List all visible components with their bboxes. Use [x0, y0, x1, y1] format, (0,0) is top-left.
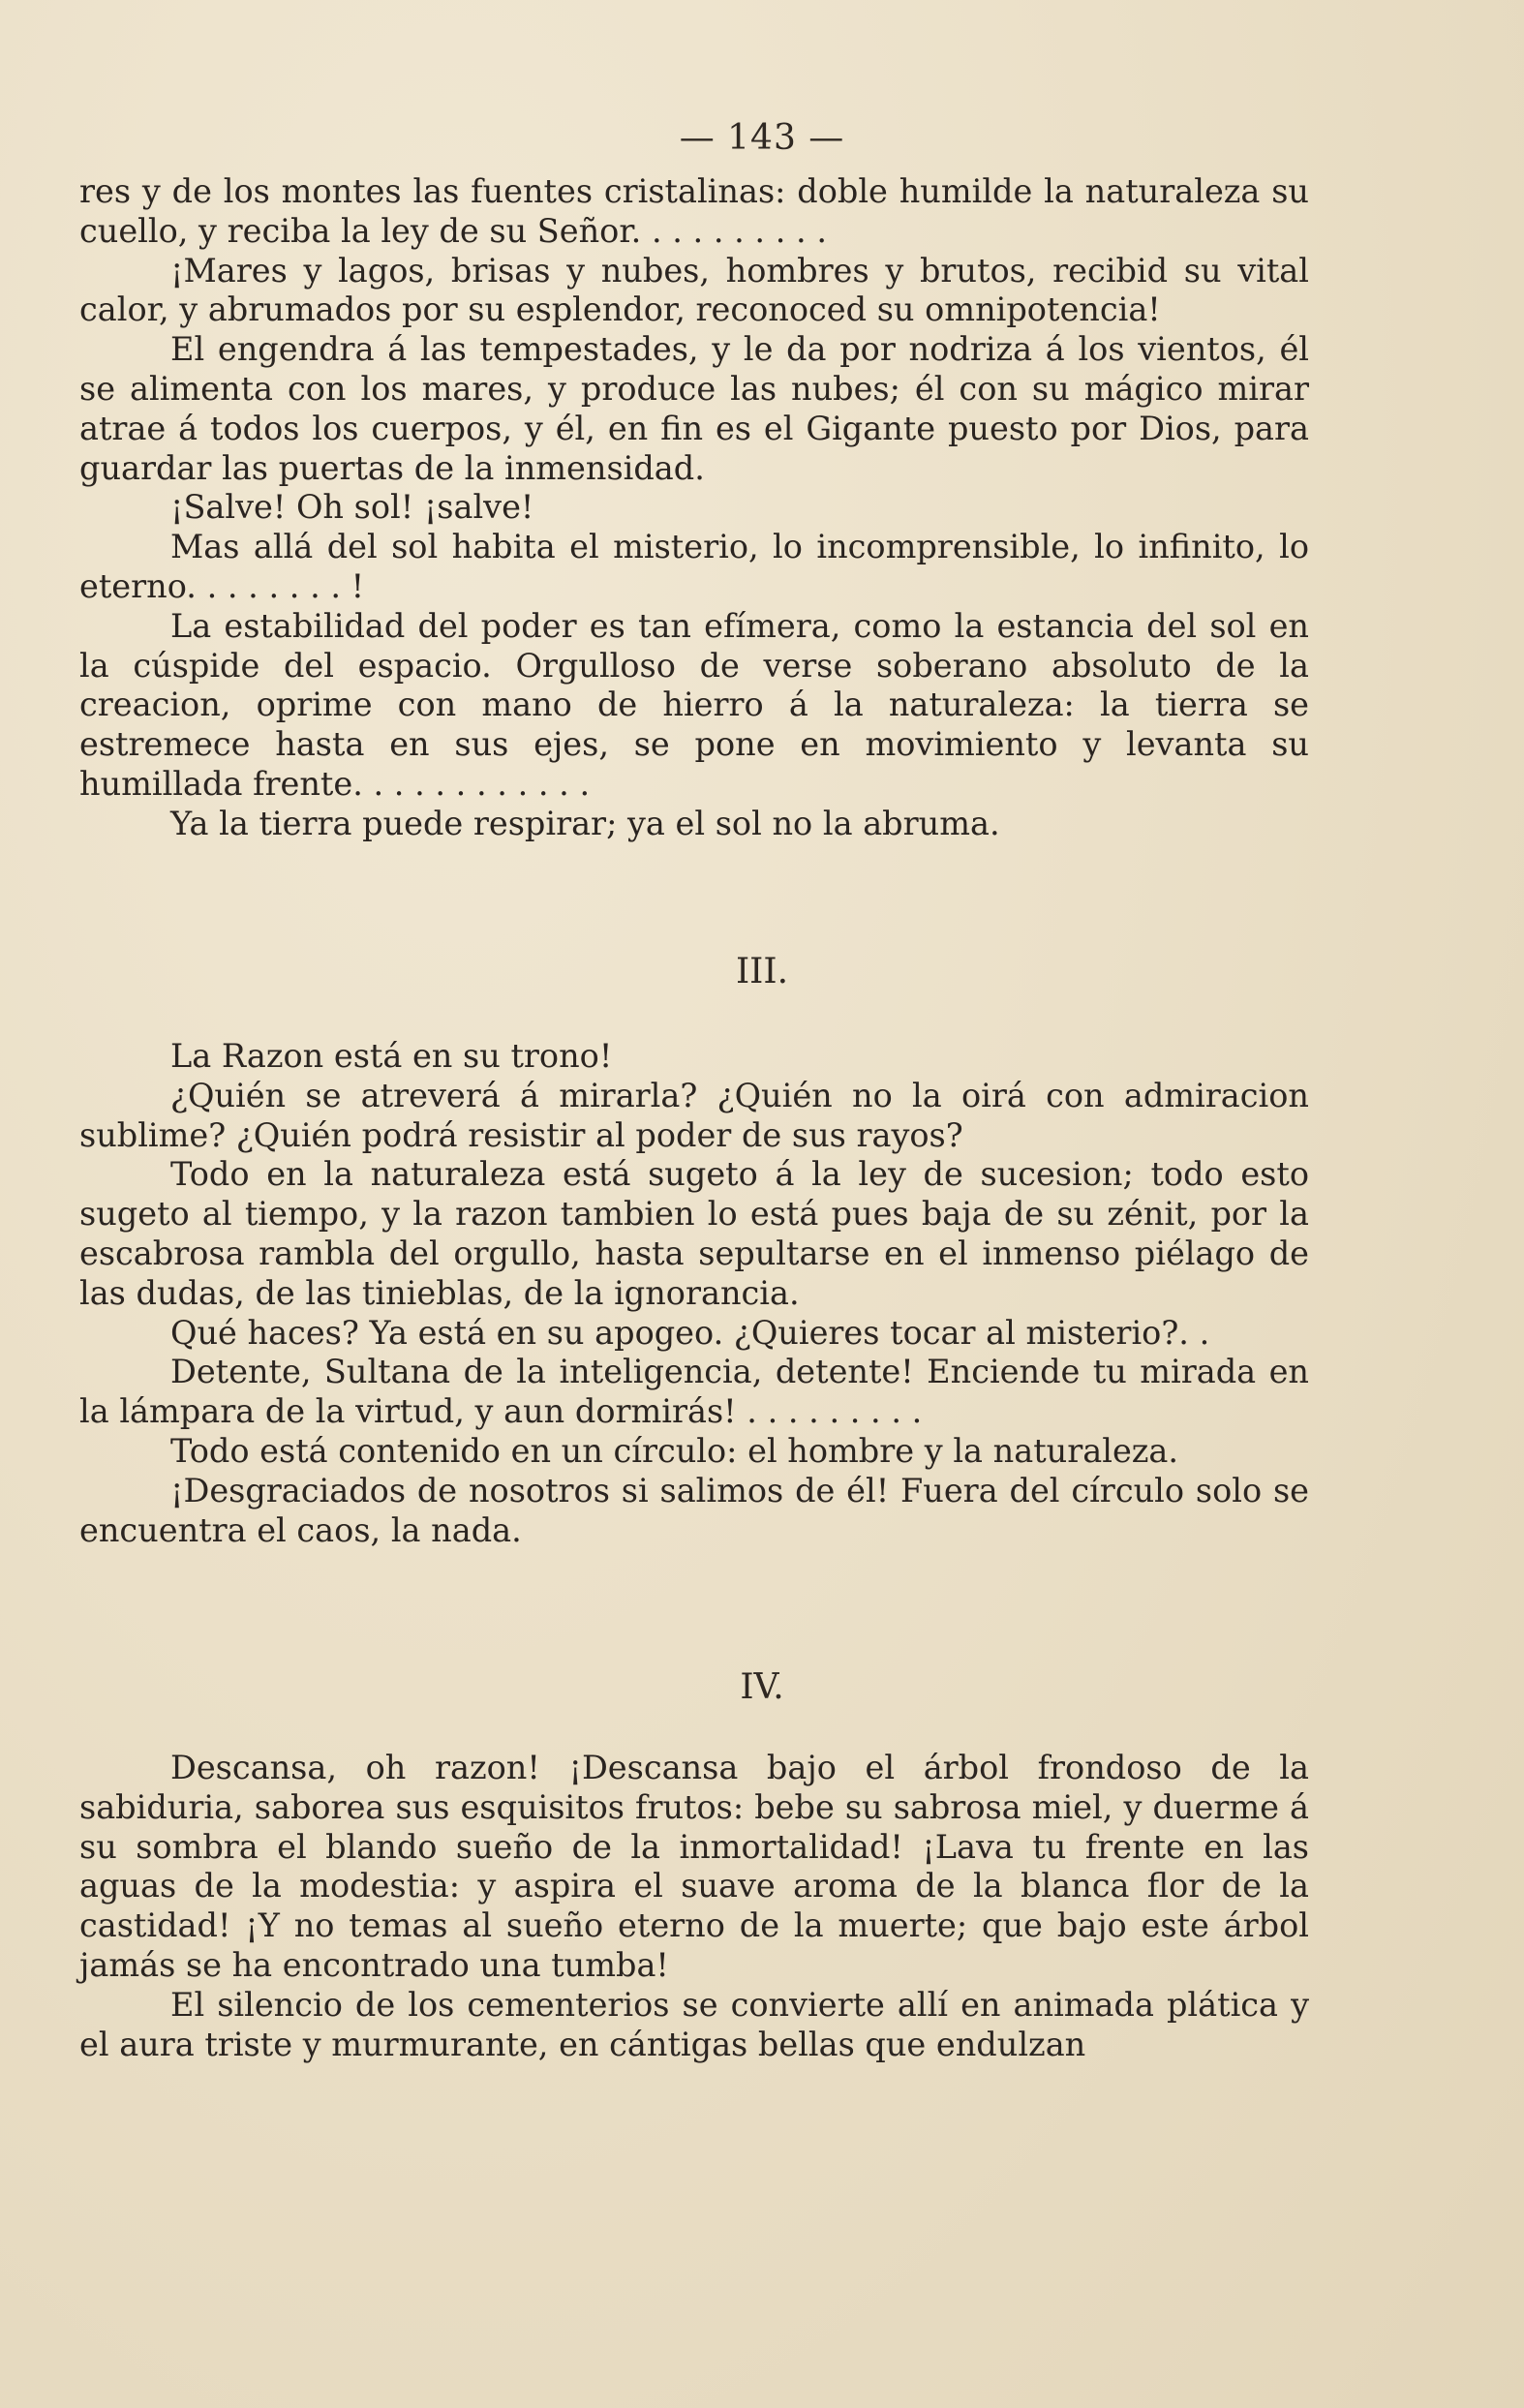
- paragraph: Ya la tierra puede respirar; ya el sol no la abruma.: [170, 804, 1000, 842]
- page-number: — 143 —: [679, 118, 845, 158]
- section-heading-iv: IV.: [740, 1667, 784, 1707]
- paragraph: El engendra á las tempestades, y le da por nodriza á los vientos, él se alimenta con los mares, y produce las nubes; él con su mágico mirar atrae á todos los cuerpos, y él, en fin es el Gigante puesto por Dios, para guardar las puertas de la inmensidad.: [79, 330, 1309, 487]
- paragraph: Descansa, oh razon! ¡Descansa bajo el árbol frondoso de la sabiduria, saborea sus esquisitos frutos: bebe su sabrosa miel, y duerme á su sombra el blando sueño de la inmortalidad! ¡Lava tu frente en las aguas de la modestia: y aspira el suave aroma de la blanca flor de la castidad! ¡Y no temas al sueño eterno de la muerte; que bajo este árbol jamás se ha encontrado una tumba!: [79, 1749, 1309, 1984]
- paragraph: El silencio de los cementerios se convierte allí en animada plática y el aura triste y murmurante, en cántigas bellas que endulzan: [79, 1985, 1309, 2063]
- paragraph: Todo en la naturaleza está sugeto á la ley de sucesion; todo esto sugeto al tiempo, y la razon tambien lo está pues baja de su zénit, por la escabrosa rambla del orgullo, hasta sepultarse en el inmenso piélago de las dudas, de las tinieblas, de la ignorancia.: [79, 1155, 1309, 1312]
- paragraph: ¡Salve! Oh sol! ¡salve!: [170, 488, 534, 527]
- paragraph: ¡Mares y lagos, brisas y nubes, hombres y brutos, recibid su vital calor, y abrumados por su esplendor, reconoced su omnipotencia!: [79, 251, 1309, 329]
- paragraph: La Razon está en su trono!: [170, 1037, 613, 1075]
- text-block-1: [79, 172, 1309, 844]
- text-block-3: [79, 1749, 1309, 2064]
- paragraph: ¿Quién se atreverá á mirarla? ¿Quién no la oirá con admiracion sublime? ¿Quién podrá resistir al poder de sus rayos?: [79, 1076, 1309, 1154]
- paragraph: Detente, Sultana de la inteligencia, detente! Enciende tu mirada en la lámpara de la virtud, y aun dormirás! . . . . . . . . .: [79, 1353, 1309, 1431]
- paragraph: La estabilidad del poder es tan efímera, como la estancia del sol en la cúspide del espacio. Orgulloso de verse soberano absoluto de la creacion, oprime con mano de hierro á la naturaleza: la tierra se estremece hasta en sus ejes, se pone en movimiento y levanta su humillada frente. . . . . . . . . . . .: [79, 606, 1309, 803]
- paragraph: Todo está contenido en un círculo: el hombre y la naturaleza.: [170, 1431, 1179, 1470]
- paragraph: ¡Desgraciados de nosotros si salimos de él! Fuera del círculo solo se encuentra el caos, la nada.: [79, 1471, 1309, 1549]
- paragraph: Qué haces? Ya está en su apogeo. ¿Quieres tocar al misterio?. .: [170, 1313, 1210, 1352]
- section-heading-iii: III.: [735, 952, 789, 991]
- paragraph: Mas allá del sol habita el misterio, lo incomprensible, lo infinito, lo eterno. . . . . . . . !: [79, 528, 1309, 605]
- text-block-2: [79, 1037, 1309, 1550]
- paragraph: res y de los montes las fuentes cristalinas: doble humilde la naturaleza su cuello, y reciba la ley de su Señor. . . . . . . . . .: [79, 172, 1309, 250]
